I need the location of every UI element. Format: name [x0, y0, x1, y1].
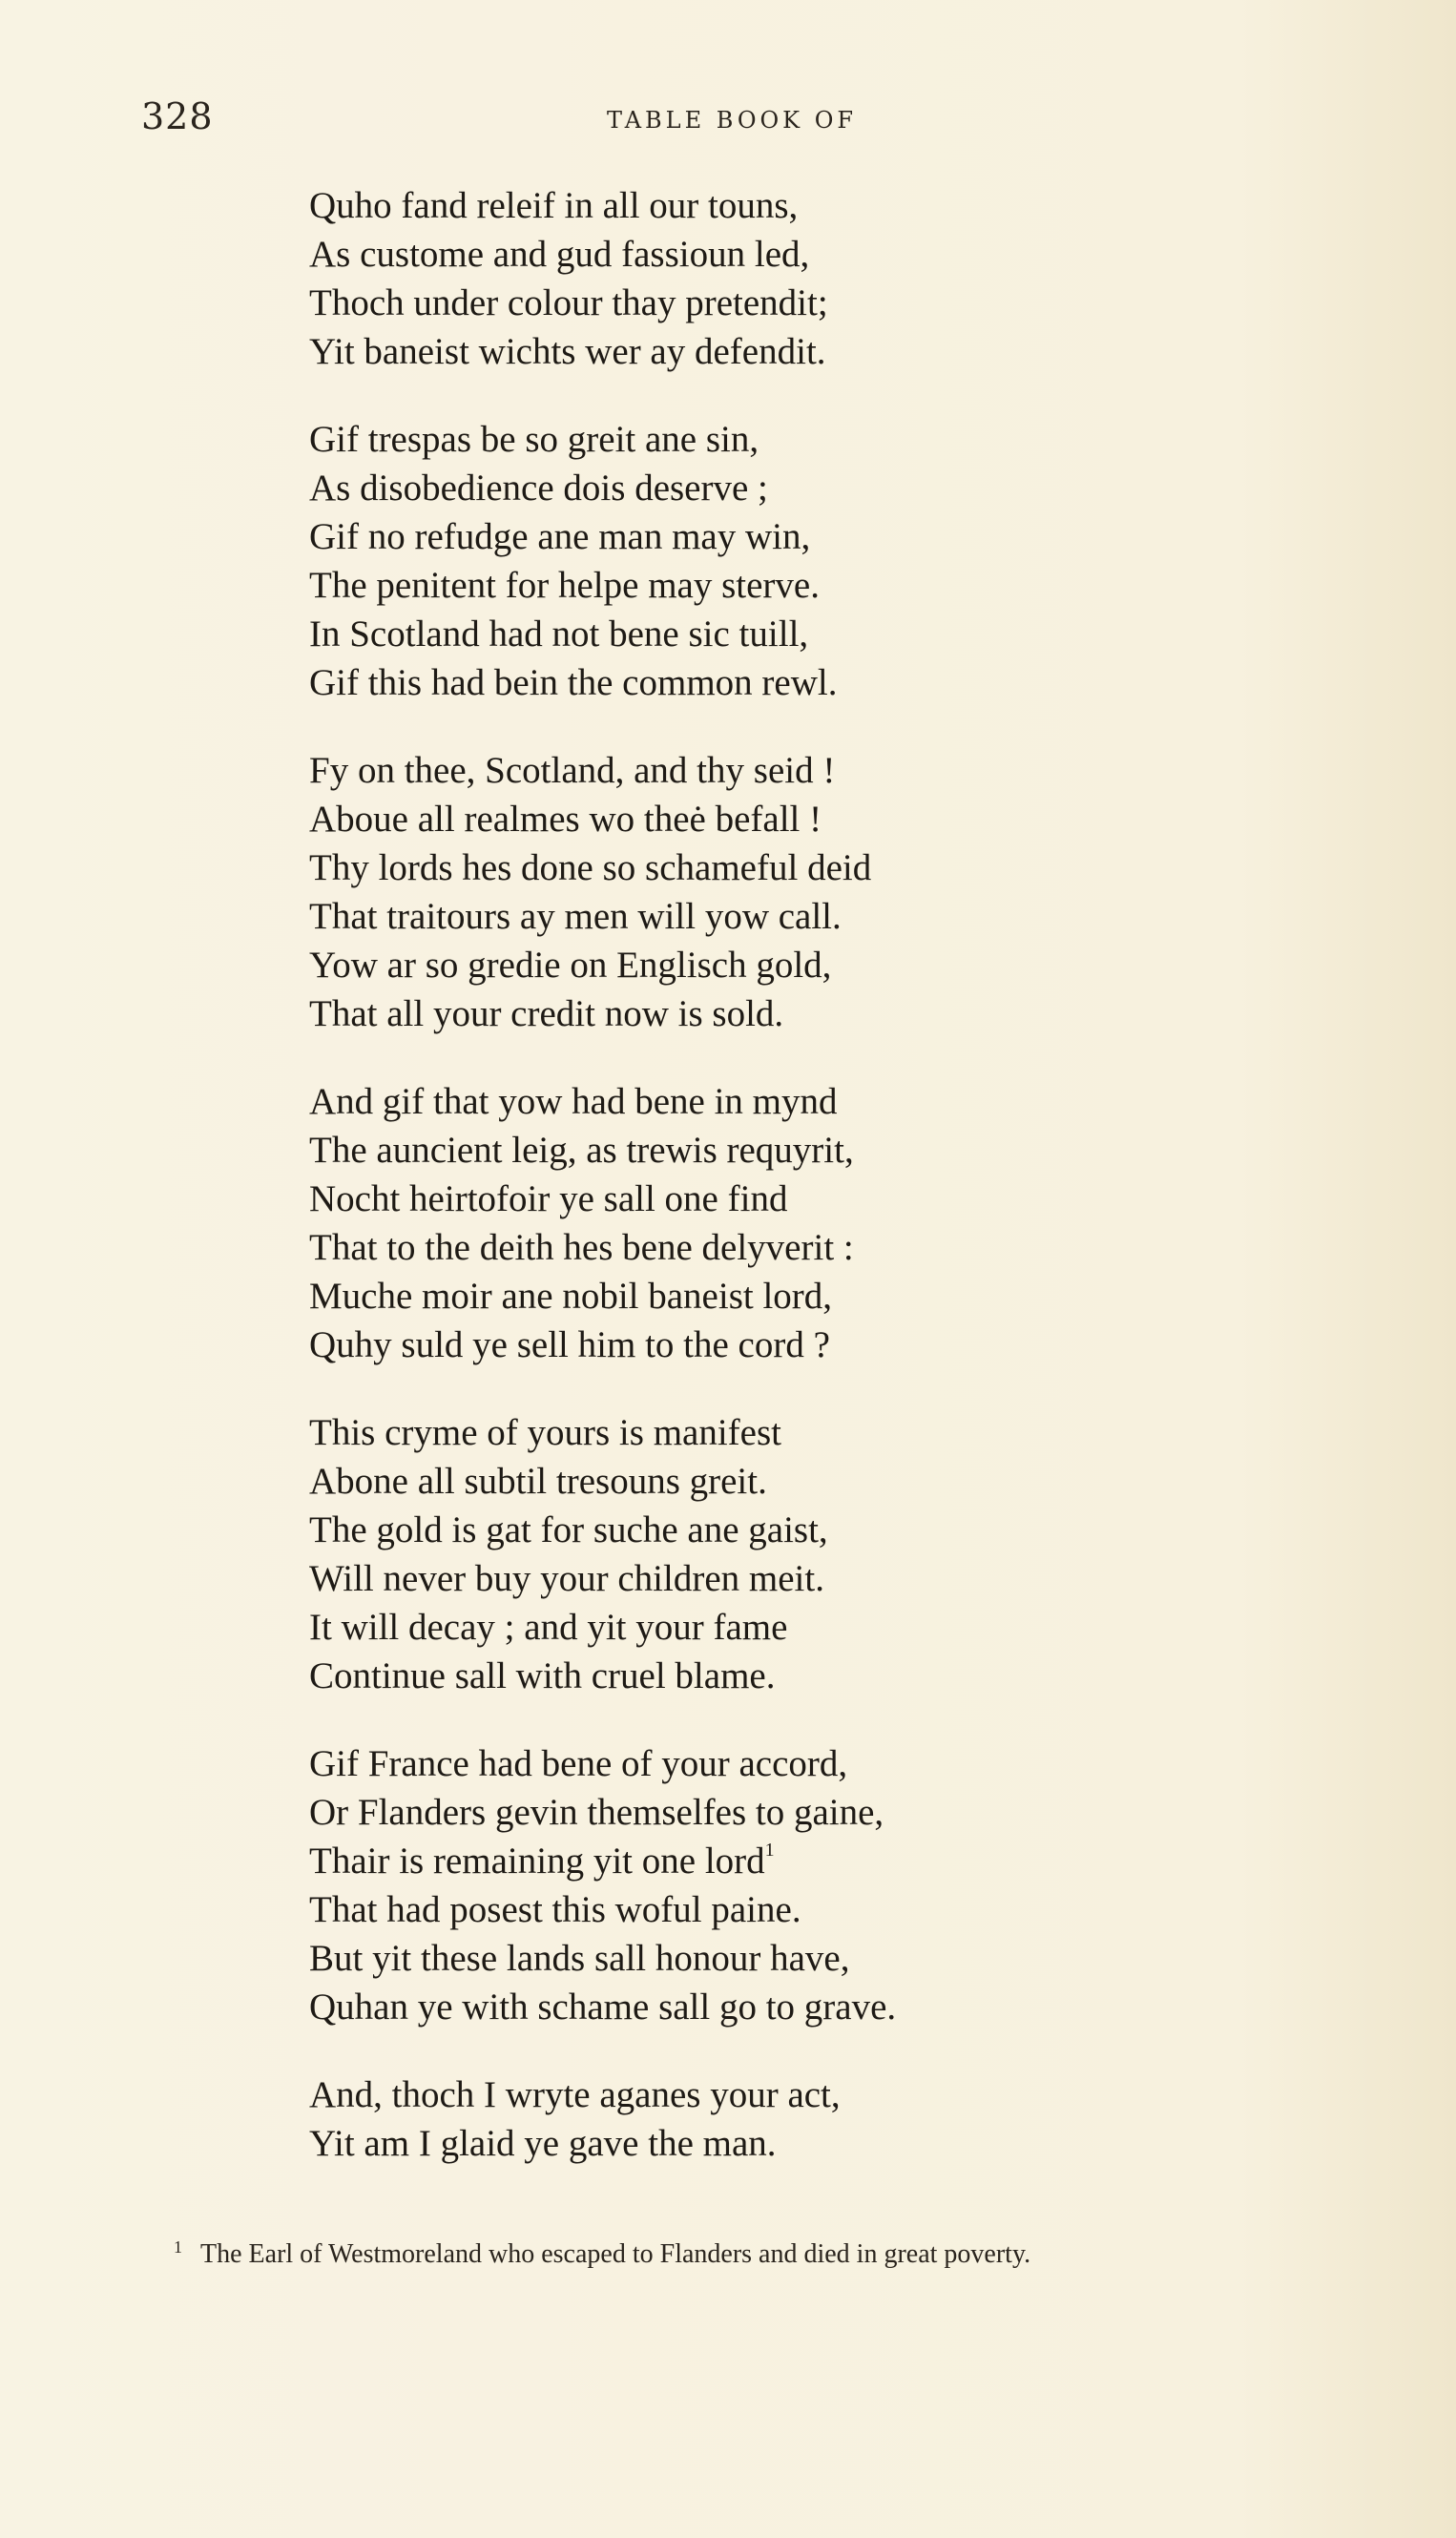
footnote-text: The Earl of Westmoreland who escaped to Flanders and died in great poverty. — [200, 2239, 1031, 2269]
poem-line: Gif trespas be so greit ane sin, — [309, 419, 759, 460]
poem-line: Continue sall with cruel blame. — [309, 1655, 776, 1696]
stanza — [309, 746, 1263, 1038]
poem-line: Nocht heirtofoir ye sall one find — [309, 1178, 788, 1219]
poem-line: Yit baneist wichts wer ay defendit. — [309, 331, 826, 372]
page-number: 328 — [141, 95, 214, 137]
stanza — [309, 415, 1263, 707]
poem-line: This cryme of yours is manifest — [309, 1412, 781, 1453]
stanza — [309, 2070, 1263, 2168]
poem-line: Yow ar so gredie on Englisch gold, — [309, 945, 832, 986]
stanza — [309, 1077, 1263, 1369]
poem-line: The penitent for helpe may sterve. — [309, 565, 820, 606]
poem-line: Gif France had bene of your accord, — [309, 1743, 848, 1784]
poem-line: Yit am I glaid ye gave the man. — [309, 2123, 777, 2164]
poem-line: In Scotland had not bene sic tuill, — [309, 614, 809, 655]
running-head: TABLE BOOK OF — [607, 107, 858, 134]
poem-line: The gold is gat for suche ane gaist, — [309, 1509, 828, 1550]
poem-line: Quhy suld ye sell him to the cord ? — [309, 1324, 830, 1365]
stanza — [309, 1739, 1263, 2031]
poem — [309, 181, 1263, 2207]
poem-line: Fy on thee, Scotland, and thy seid ! — [309, 750, 836, 791]
poem-line: And gif that yow had bene in mynd — [309, 1081, 838, 1122]
poem-line: Gif this had bein the common rewl. — [309, 662, 838, 703]
poem-line: Thy lords hes done so schameful deid — [309, 847, 872, 888]
poem-line: The auncient leig, as trewis requyrit, — [309, 1130, 854, 1171]
poem-line: That traitours ay men will yow call. — [309, 896, 842, 937]
footnote — [174, 2237, 1366, 2270]
poem-line: But yit these lands sall honour have, — [309, 1938, 850, 1979]
poem-line: Aboue all realmes wo theė befall ! — [309, 799, 822, 840]
poem-line: As disobedience dois deserve ; — [309, 468, 768, 509]
poem-line: Quhan ye with schame sall go to grave. — [309, 1987, 897, 2028]
stanza — [309, 181, 1263, 376]
poem-line: Quho fand releif in all our touns, — [309, 185, 799, 226]
poem-line: And, thoch I wryte aganes your act, — [309, 2074, 841, 2115]
poem-line: Will never buy your children meit. — [309, 1558, 824, 1599]
poem-line: As custome and gud fassioun led, — [309, 234, 810, 275]
poem-line: That had posest this woful paine. — [309, 1889, 801, 1930]
poem-line: Or Flanders gevin themselfes to gaine, — [309, 1792, 884, 1833]
poem-line: Thoch under colour thay pretendit; — [309, 282, 828, 323]
poem-line: It will decay ; and yit your fame — [309, 1607, 788, 1648]
stanza — [309, 1408, 1263, 1700]
poem-line: That to the deith hes bene delyverit : — [309, 1227, 854, 1268]
poem-line: Thair is remaining yit one lord$^1$ — [309, 1840, 775, 1882]
footnote-reference[interactable]: 1 — [764, 1840, 775, 1861]
poem-line: That all your credit now is sold. — [309, 993, 784, 1034]
footnote-marker: 1 — [174, 2237, 182, 2257]
poem-line: Muche moir ane nobil baneist lord, — [309, 1276, 833, 1317]
poem-line: Abone all subtil tresouns greit. — [309, 1461, 767, 1502]
poem-line: Gif no refudge ane man may win, — [309, 516, 811, 557]
